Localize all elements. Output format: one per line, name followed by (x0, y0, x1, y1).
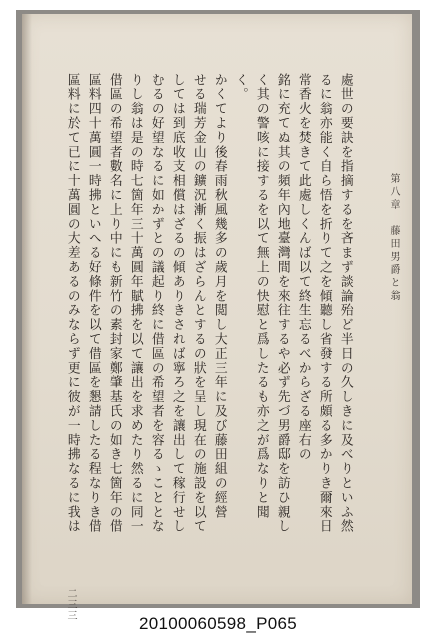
text-column-12: 借區の希望者數名に上り中にも新竹の素封家鄭肇基氏の如き七箇年の借 (106, 73, 122, 534)
text-column-2: るに翁亦能く自ら悟を折りて之を傾聽し省發する所頗る多かりき爾來日 (316, 73, 332, 534)
text-column-14: 區料に於て已に十萬圓の大差あるのみならず更に彼が一時拂なるに我は (64, 73, 80, 534)
text-column-5: く其の警咳に接するを以て無上の快慰と爲したるも亦之が爲なりと聞 (253, 73, 269, 520)
page-number: 二三三 (65, 588, 76, 621)
text-column-8: せる瑞芳金山の鑛況漸く振はざらんとするの狀を呈し現在の施設を以て (190, 73, 206, 534)
text-column-3: 常香火を焚きて此處しくんば以て終生忘るべからざる座右の (295, 73, 311, 462)
text-column-9: しては到底收支相償はざるの傾ありきされば寧ろ之を讓出して稼行せし (169, 73, 185, 534)
text-column-13: 區料四十萬圓一時拂といへる好條件を以て借區を懇請したる程なりき借 (85, 73, 101, 534)
text-column-6: く。 (232, 73, 248, 102)
text-column-1: 處世の要訣を指摘するを吝まず談論殆ど半日の久しきに及べりといふ然 (337, 73, 353, 534)
text-column-11: りし翁は是の時七箇年三十萬圓年賦拂を以て讓出を求めたり然るに同一 (127, 73, 143, 534)
text-column-10: むるの好望なるに如かずとの議起り終に借區の希望者を容るゝこととな (148, 73, 164, 534)
image-caption: 20100060598_P065 (139, 614, 297, 633)
text-column-7: かくてより後春雨秋風幾多の歲月を閲し大正三年に及び藤田組の經營 (211, 73, 227, 520)
page-gutter-shadow (22, 14, 32, 604)
text-column-4: 銘に充てぬ其の頻年內地臺灣間を來往するや必ず先づ男爵邸を訪ひ親し (274, 73, 290, 534)
chapter-header: 第八章 藤田男爵と翁 (388, 173, 399, 303)
